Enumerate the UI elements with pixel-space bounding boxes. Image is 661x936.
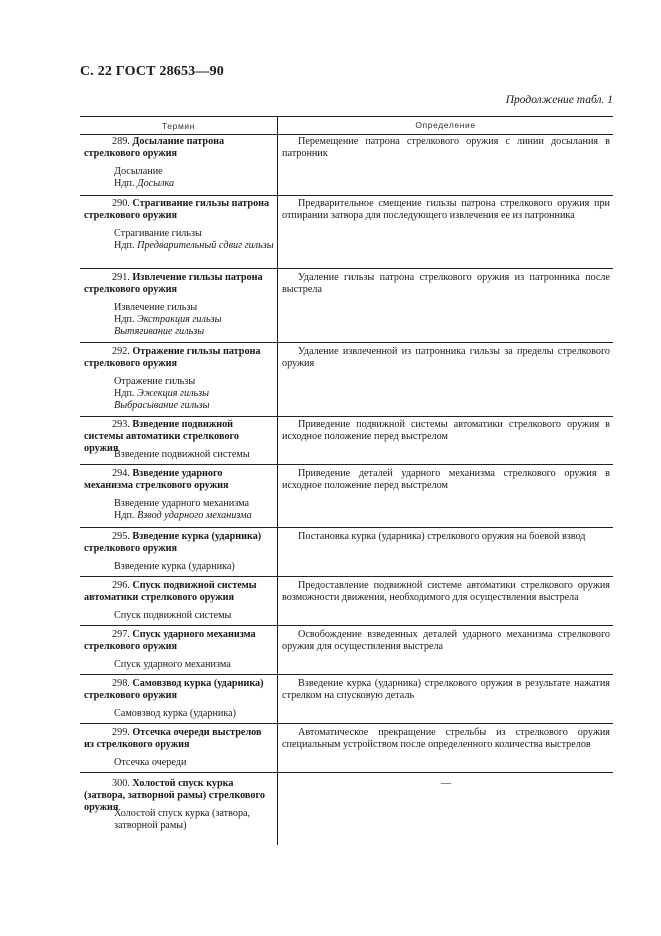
- term-name: Отсечка очереди выстрелов из стрелкового оружия: [84, 727, 262, 750]
- term-number: 294.: [112, 468, 130, 479]
- definition-cell: Постановка курка (ударника) стрелкового оружия на боевой взвод: [298, 531, 586, 542]
- synonym: Взведение ударного механизма: [114, 498, 249, 509]
- term-name: Взведение подвижной системы автоматики стрелкового оружия: [84, 419, 239, 454]
- row-divider: [80, 625, 613, 626]
- term-name: Отражение гильзы патрона стрелкового оружия: [84, 346, 261, 369]
- page-header: С. 22 ГОСТ 28653—90: [80, 64, 224, 79]
- definition-cell: Освобождение взведенных деталей ударного механизма стрелкового оружия для осуществления выстрела: [282, 629, 610, 652]
- ndp-term: Экстракция гильзы: [137, 314, 222, 325]
- row-divider: [80, 772, 613, 773]
- definition-cell: Взведение курка (ударника) стрелкового оружия в результате нажатия стрелком на спусковую деталь: [282, 678, 610, 701]
- term-number: 300.: [112, 778, 130, 789]
- term-number: 298.: [112, 678, 130, 689]
- definition-cell: —: [440, 778, 452, 789]
- ndp-term: Выбрасывание гильзы: [114, 400, 210, 411]
- column-divider: [277, 133, 278, 845]
- term-synonyms: [114, 166, 274, 190]
- synonym: Страгивание гильзы: [114, 228, 202, 239]
- table-header: [80, 116, 613, 135]
- definition-cell: Автоматическое прекращение стрельбы из стрелкового оружия специальным устройством после определенного количества выстрелов: [282, 727, 610, 750]
- term-number: 295.: [112, 531, 130, 542]
- synonym: Спуск подвижной системы: [114, 610, 232, 621]
- term-cell: [84, 136, 272, 160]
- ndp-label: Ндп.: [114, 510, 135, 521]
- term-number: 291.: [112, 272, 130, 283]
- definition-cell: Удаление извлеченной из патронника гильзы за пределы стрелкового оружия: [282, 346, 610, 369]
- row-divider: [80, 674, 613, 675]
- ndp-term: Эжекция гильзы: [137, 388, 210, 399]
- term-cell: [84, 629, 272, 653]
- term-synonyms: [114, 498, 274, 522]
- term-name: Страгивание гильзы патрона стрелкового оружия: [84, 198, 270, 221]
- synonym: Взведение подвижной системы: [114, 449, 250, 460]
- term-name: Спуск подвижной системы автоматики стрелкового оружия: [84, 580, 257, 603]
- table-continuation-label: Продолжение табл. 1: [505, 94, 613, 106]
- term-synonyms: [114, 228, 274, 252]
- term-synonyms: [114, 376, 274, 412]
- row-divider: [80, 464, 613, 465]
- synonym: Извлечение гильзы: [114, 302, 198, 313]
- synonym: Отсечка очереди: [114, 757, 187, 768]
- ndp-term: Досылка: [137, 178, 175, 189]
- term-name: Взведение ударного механизма стрелкового оружия: [84, 468, 229, 491]
- term-cell: [84, 580, 272, 604]
- term-synonyms: [114, 808, 274, 832]
- ndp-term: Вытягивание гильзы: [114, 326, 205, 337]
- column-header-term: Термин: [161, 120, 196, 131]
- synonym: Спуск ударного механизма: [114, 659, 231, 670]
- synonym: Самовзвод курка (ударника): [114, 708, 237, 719]
- row-divider: [80, 576, 613, 577]
- term-name: Досылание патрона стрелкового оружия: [84, 136, 225, 159]
- definition-cell: Перемещение патрона стрелкового оружия с линии досылания в патронник: [282, 136, 610, 159]
- term-name: Самовзвод курка (ударника) стрелкового оружия: [84, 678, 264, 701]
- term-number: 297.: [112, 629, 130, 640]
- term-number: 290.: [112, 198, 130, 209]
- ndp-term: Предварительный сдвиг гильзы: [137, 240, 274, 251]
- term-cell: [84, 678, 272, 702]
- term-cell: [84, 272, 272, 296]
- term-synonyms: [114, 561, 274, 573]
- ndp-label: Ндп.: [114, 178, 135, 189]
- definition-cell: Приведение подвижной системы автоматики стрелкового оружия в исходное положение перед выстрелом: [282, 419, 610, 442]
- term-cell: [84, 727, 272, 751]
- term-number: 289.: [112, 136, 130, 147]
- row-divider: [80, 268, 613, 269]
- terms-table: [80, 116, 613, 831]
- term-name: Извлечение гильзы патрона стрелкового оружия: [84, 272, 263, 295]
- term-cell: [84, 346, 272, 370]
- row-divider: [80, 416, 613, 417]
- synonym: Досылание: [114, 166, 163, 177]
- definition-cell: Предоставление подвижной системе автоматики стрелкового оружия возможности движения, необходимого для осуществления выстрела: [282, 580, 610, 603]
- term-synonyms: [114, 708, 274, 720]
- synonym: Взведение курка (ударника): [114, 561, 235, 572]
- term-synonyms: [114, 449, 274, 461]
- row-divider: [80, 342, 613, 343]
- definition-cell: Предварительное смещение гильзы патрона стрелкового оружия при отпирании затвора для последующего извлечения ее из патронника: [282, 198, 610, 221]
- term-name: Холостой спуск курка (затвора, затворной рамы) стрелкового оружия: [84, 778, 265, 813]
- row-divider: [80, 527, 613, 528]
- term-synonyms: [114, 757, 274, 769]
- term-number: 293.: [112, 419, 130, 430]
- term-name: Взведение курка (ударника) стрелкового оружия: [84, 531, 262, 554]
- term-cell: [84, 468, 272, 492]
- term-name: Спуск ударного механизма стрелкового оружия: [84, 629, 256, 652]
- term-cell: [84, 198, 272, 222]
- column-header-definition: Определение: [277, 117, 613, 134]
- term-synonyms: [114, 302, 274, 338]
- ndp-label: Ндп.: [114, 388, 135, 399]
- term-number: 292.: [112, 346, 130, 357]
- ndp-label: Ндп.: [114, 314, 135, 325]
- synonym: Отражение гильзы: [114, 376, 196, 387]
- definition-cell: Приведение деталей ударного механизма стрелкового оружия в исходное положение перед выстрелом: [282, 468, 610, 491]
- term-number: 299.: [112, 727, 130, 738]
- row-divider: [80, 723, 613, 724]
- term-number: 296.: [112, 580, 130, 591]
- term-synonyms: [114, 610, 274, 622]
- term-cell: [84, 531, 272, 555]
- row-divider: [80, 195, 613, 196]
- ndp-term: Взвод ударного механизма: [137, 510, 252, 521]
- synonym: Холостой спуск курка (затвора, затворной рамы): [114, 808, 251, 831]
- term-synonyms: [114, 659, 274, 671]
- ndp-label: Ндп.: [114, 240, 135, 251]
- definition-cell: Удаление гильзы патрона стрелкового оружия из патронника после выстрела: [282, 272, 610, 295]
